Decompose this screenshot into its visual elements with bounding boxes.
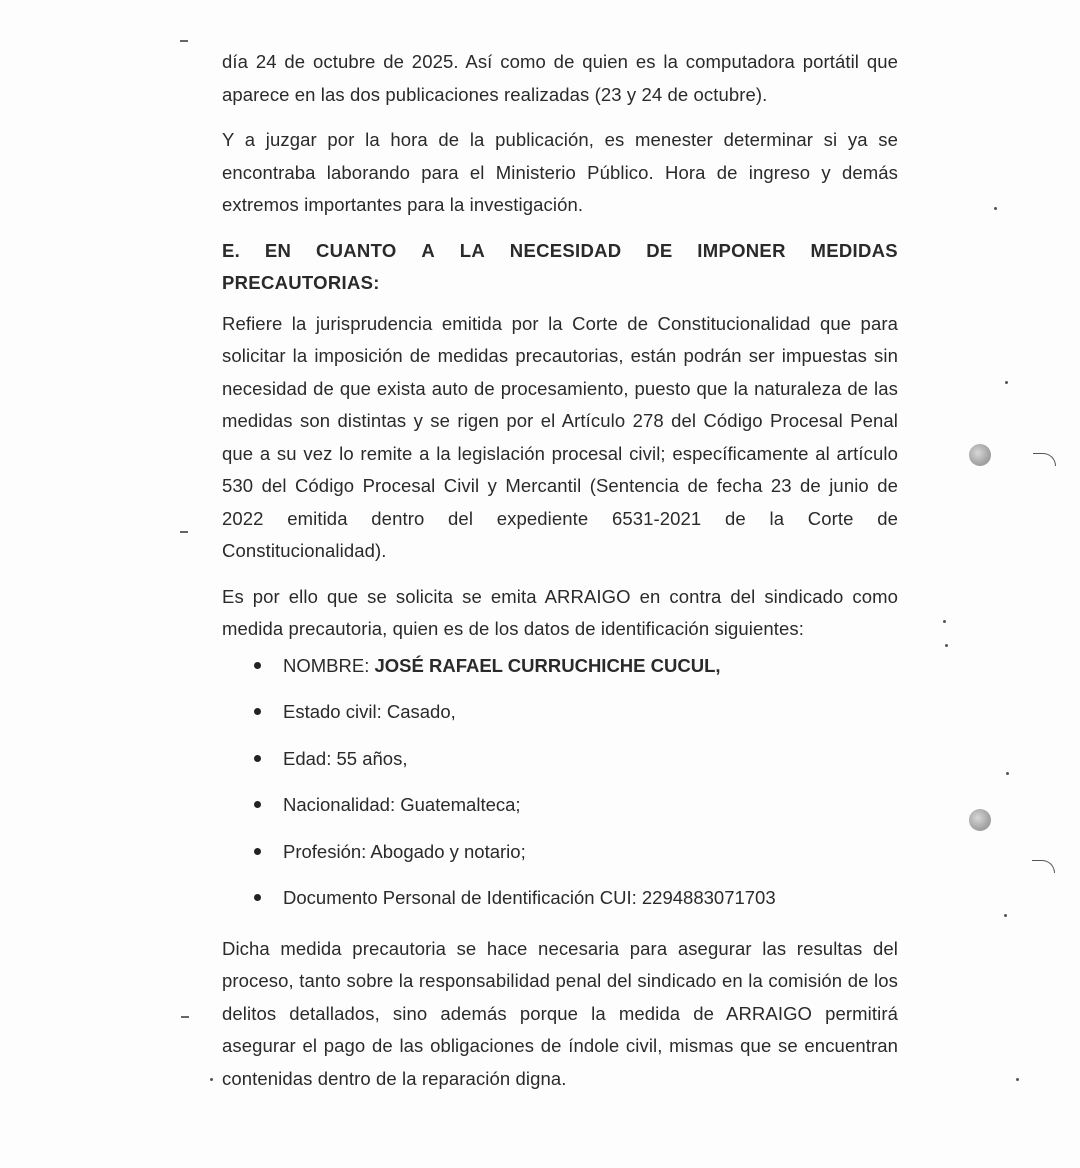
scan-speck: [943, 620, 946, 623]
scan-mark-lower: [1032, 860, 1055, 873]
scan-speck: [1016, 1078, 1019, 1081]
scan-mark-dash: [181, 1016, 189, 1018]
heading-word: A: [421, 239, 435, 261]
document-body: [222, 46, 898, 1108]
name-value: JOSÉ RAFAEL CURRUCHICHE CUCUL,: [374, 654, 721, 676]
heading-word: LA: [459, 239, 486, 261]
scan-speck: [210, 1078, 213, 1081]
list-item-civil-status: Estado civil: Casado,: [254, 700, 898, 723]
heading-line-1: [222, 235, 898, 267]
identification-list: [222, 654, 898, 910]
paragraph-jurisprudence: Refiere la jurisprudencia emitida por la Corte de Constitucionalidad que para solicitar la imposición de medidas precautorias, están podrán ser impuestas sin necesidad de que exista auto de procesamiento, puesto que la naturaleza de las medidas son distintas y se rigen por el Artículo 278 del Código Procesal Penal que a su vez lo remite a la legislación procesal civil; específicamente al artículo 530 del Código Procesal Civil y Mercantil (Sentencia de fecha 23 de junio de 2022 emitida dentro del expediente 6531-2021 de la Corte de Constitucionalidad).: [222, 312, 898, 561]
scan-speck: [1004, 914, 1007, 917]
paragraph-publication-time: Y a juzgar por la hora de la publicación, es menester determinar si ya se encontraba laborando para el Ministerio Público. Hora de ingreso y demás extremos importantes para la investigación.: [222, 129, 898, 215]
scan-speck: [1005, 381, 1008, 384]
paragraph-measure-justification: Dicha medida precautoria se hace necesaria para asegurar las resultas del proceso, tanto sobre la responsabilidad penal del sindicado en la comisión de los delitos detallados, sino además porque la medida de ARRAIGO permitirá asegurar el pago de las obligaciones de índole civil, mismas que se encuentran contenidas dentro de la reparación digna.: [222, 937, 898, 1089]
section-heading-precautionary-measures: [222, 235, 898, 299]
heading-line-2: PRECAUTORIAS:: [222, 271, 380, 293]
paragraph-publication-laptop: día 24 de octubre de 2025. Así como de quien es la computadora portátil que aparece en las dos publicaciones realizadas (23 y 24 de octubre).: [222, 51, 898, 105]
heading-word: NECESIDAD: [509, 239, 622, 261]
heading-word: IMPONER: [697, 239, 786, 261]
list-item-profession: Profesión: Abogado y notario;: [254, 840, 898, 863]
scan-speck: [1006, 772, 1009, 775]
punch-hole-lower: [969, 809, 991, 831]
list-item-dpi: Documento Personal de Identificación CUI: 2294883071703: [254, 886, 898, 909]
paragraph-arraigo-request: Es por ello que se solicita se emita ARRAIGO en contra del sindicado como medida precautoria, quien es de los datos de identificación siguientes:: [222, 585, 898, 639]
heading-word: CUANTO: [315, 239, 397, 261]
heading-word: EN: [264, 239, 292, 261]
heading-word: E.: [222, 239, 241, 261]
scan-mark-upper: [1033, 453, 1056, 466]
punch-hole-upper: [969, 444, 991, 466]
heading-word: MEDIDAS: [810, 239, 898, 261]
scan-mark-dash: [180, 531, 188, 533]
heading-word: DE: [646, 239, 673, 261]
scan-speck: [945, 644, 948, 647]
list-item-name: [254, 654, 898, 677]
scan-mark-dash: [180, 40, 188, 42]
scan-speck: [994, 207, 997, 210]
list-item-age: Edad: 55 años,: [254, 747, 898, 770]
list-item-nationality: Nacionalidad: Guatemalteca;: [254, 793, 898, 816]
name-label: NOMBRE:: [283, 654, 375, 676]
